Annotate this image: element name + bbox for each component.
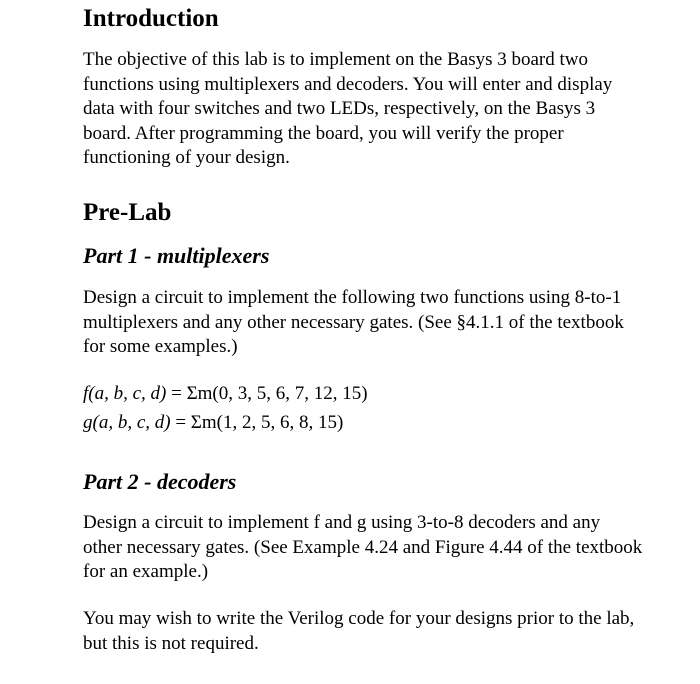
part2-paragraph: Design a circuit to implement f and g using 3-to-8 decoders and any other necessary gates. (See Example 4.24 and Figure 4.44 of the textbook for an example.) — [83, 512, 643, 582]
part2-heading: Part 2 - decoders — [83, 469, 237, 494]
equation-g-lhs: g(a, b, c, d) — [83, 412, 171, 433]
prelab-heading: Pre-Lab — [83, 199, 172, 226]
equation-f-lhs: f(a, b, c, d) — [83, 383, 167, 404]
part1-paragraph: Design a circuit to implement the following two functions using 8-to-1 multiplexers and any other necessary gates. (See §4.1.1 of the textbook for some examples.) — [83, 287, 624, 357]
equation-f-rhs: = Σm(0, 3, 5, 6, 7, 12, 15) — [171, 383, 368, 404]
introduction-paragraph: The objective of this lab is to implement on the Basys 3 board two functions using multiplexers and decoders. You will enter and display data with four switches and two LEDs, respectively, on the Basys 3 board. After programming the board, you will verify the proper functioning of your design. — [83, 49, 613, 168]
introduction-heading: Introduction — [83, 5, 219, 32]
equation-g — [83, 411, 343, 435]
equation-g-rhs: = Σm(1, 2, 5, 6, 8, 15) — [175, 412, 344, 433]
part1-heading: Part 1 - multiplexers — [83, 243, 270, 268]
equation-f — [83, 382, 368, 406]
verilog-note: You may wish to write the Verilog code for your designs prior to the lab, but this is not required. — [83, 608, 635, 654]
